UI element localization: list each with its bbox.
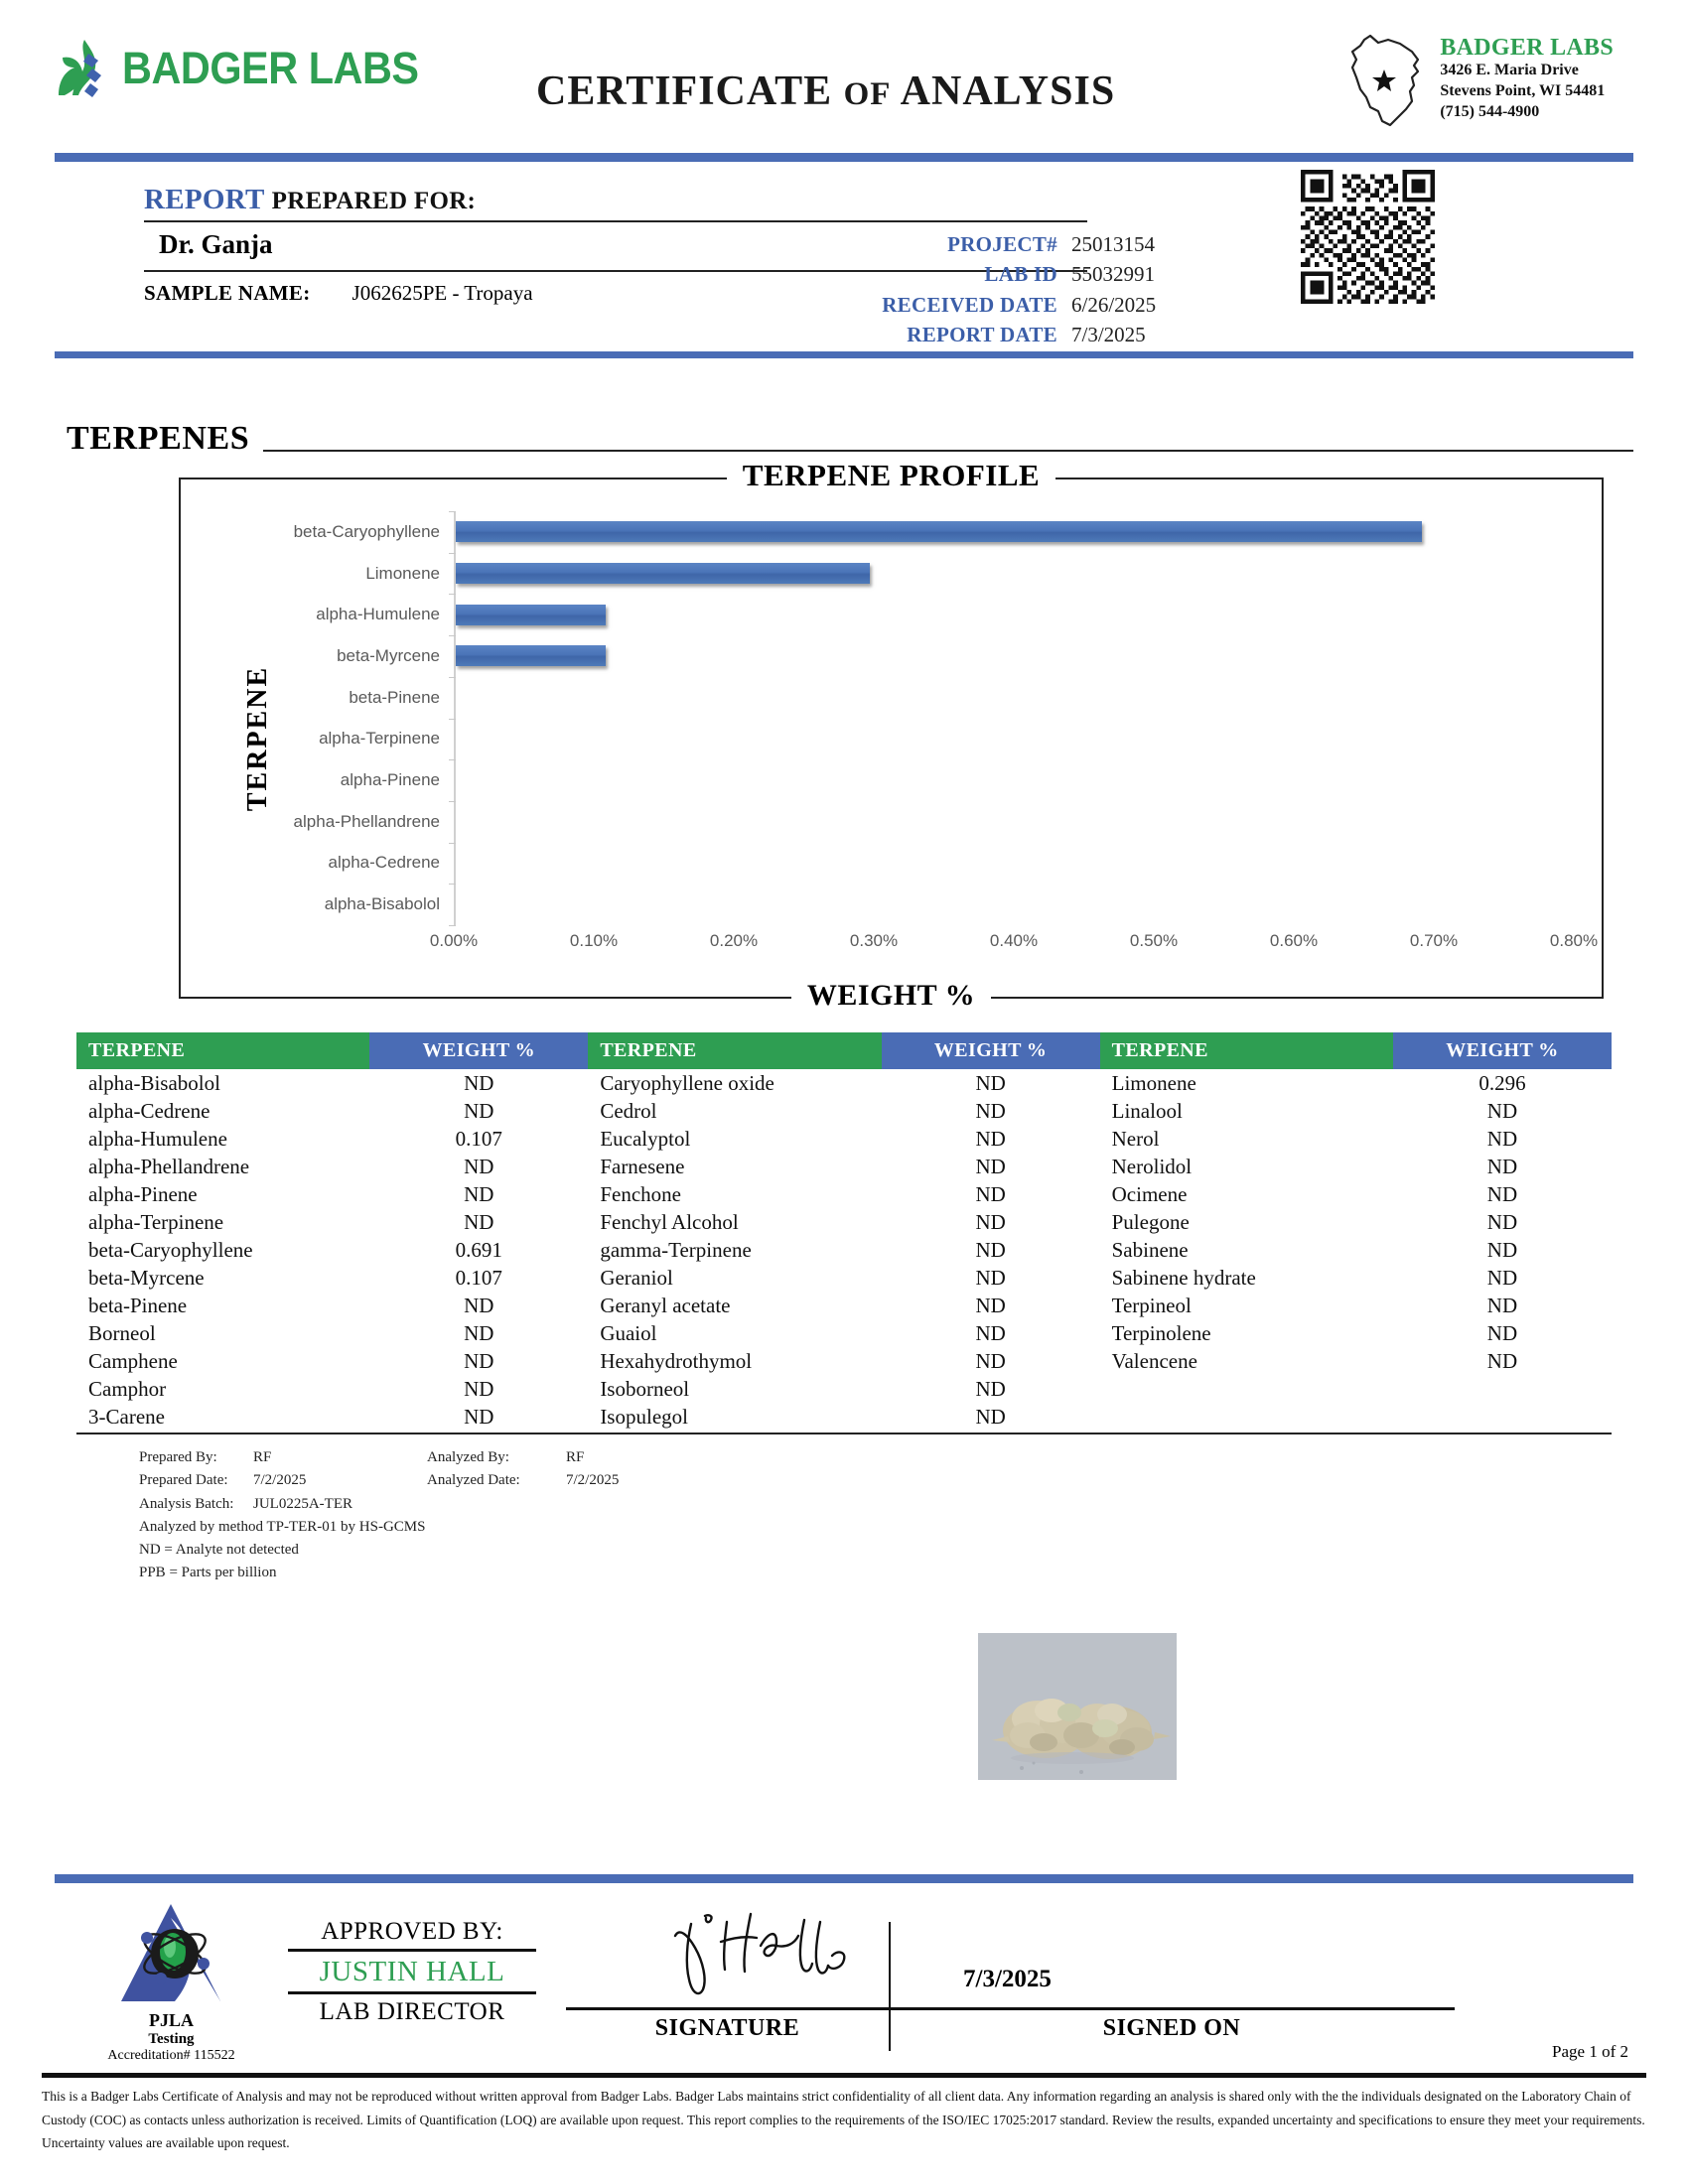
table-cell-terpene: Nerolidol bbox=[1111, 1154, 1193, 1178]
table-row bbox=[76, 1264, 1612, 1292]
note-prepared-date-label: Prepared Date: bbox=[139, 1472, 228, 1489]
note-prepared-date-row bbox=[139, 1469, 1633, 1492]
chart-x-tick-label: 0.20% bbox=[709, 931, 759, 950]
chart-category-label: alpha-Phellandrene bbox=[293, 811, 440, 831]
table-cell-weight: ND bbox=[464, 1376, 494, 1401]
note-prepared-by-label: Prepared By: bbox=[139, 1449, 217, 1465]
table-cell-weight: ND bbox=[975, 1209, 1006, 1234]
table-cell-weight: ND bbox=[1486, 1154, 1518, 1178]
approved-by-rule-bottom bbox=[288, 1991, 536, 1994]
disclaimer-text: This is a Badger Labs Certificate of Analysis and may not be reproduced without written approval from Badger Labs. Badger Labs maintains strict confidentiality of all client data. Any information regarding an analysis is shared only with the the individuals designated on the Laboratory Chain of Custody (COC) as contacts unless authorization is received. Limits of Quantification (LOQ) are available upon request. This report complies to the requirements of the ISO/IEC 17025:2017 standard. Review the results, expanded uncertainty and specifications to ensure they meet your requirements. Uncertainty values are available upon request. bbox=[42, 2089, 1645, 2151]
signature-underline bbox=[566, 2007, 1455, 2010]
table-cell-terpene: gamma-Terpinene bbox=[600, 1237, 752, 1262]
chart-category-label: Limonene bbox=[365, 563, 440, 583]
header-weight-3: WEIGHT % bbox=[1393, 1032, 1612, 1069]
table-cell-terpene: Camphor bbox=[88, 1376, 167, 1401]
chart-category-label: alpha-Terpinene bbox=[319, 729, 440, 749]
table-bottom-rule bbox=[76, 1433, 1612, 1434]
meta-label-report-date: REPORT DATE bbox=[907, 323, 1057, 347]
table-cell-terpene: beta-Myrcene bbox=[88, 1265, 205, 1290]
table-cell-weight: 0.691 bbox=[455, 1237, 502, 1262]
chart-title-wrap bbox=[181, 458, 1602, 493]
meta-value-project: 25013154 bbox=[1071, 232, 1155, 256]
table-cell-terpene: 3-Carene bbox=[88, 1404, 165, 1429]
table-cell-weight: ND bbox=[1486, 1293, 1518, 1317]
table-cell-terpene: Cedrol bbox=[600, 1098, 657, 1123]
chart-x-tick-label: 0.30% bbox=[849, 931, 899, 950]
meta-row-lab-id bbox=[799, 259, 1187, 289]
table-cell-weight: ND bbox=[1486, 1181, 1518, 1206]
note-prepared-by-value: RF bbox=[253, 1449, 272, 1465]
table-cell-terpene: Hexahydrothymol bbox=[600, 1348, 753, 1373]
title-analysis: ANALYSIS bbox=[900, 68, 1116, 114]
note-batch-label: Analysis Batch: bbox=[139, 1495, 234, 1512]
meta-row-received-date bbox=[799, 290, 1187, 320]
table-cell-terpene: Fenchone bbox=[600, 1181, 681, 1206]
table-cell-weight: ND bbox=[464, 1154, 494, 1178]
table-cell-weight: ND bbox=[975, 1237, 1006, 1262]
signature-block bbox=[536, 1896, 1633, 2041]
table-row bbox=[76, 1180, 1612, 1208]
sample-photo bbox=[978, 1633, 1177, 1780]
note-analyzed-by-value: RF bbox=[566, 1449, 585, 1465]
lab-address-block bbox=[1340, 30, 1614, 131]
table-cell-terpene: Guaiol bbox=[600, 1320, 657, 1345]
chart-category-labels bbox=[240, 511, 454, 925]
chart-bars-area bbox=[454, 511, 1574, 925]
table-cell-terpene: Nerol bbox=[1111, 1126, 1160, 1151]
table-cell-weight: ND bbox=[975, 1348, 1006, 1373]
analysis-notes bbox=[139, 1446, 1633, 1585]
chart-bar-row bbox=[456, 635, 1574, 677]
lab-address-name: BADGER LABS bbox=[1440, 35, 1614, 61]
prepared-for-rest: PREPARED FOR: bbox=[271, 188, 477, 214]
terpene-profile-chart bbox=[179, 458, 1604, 1012]
chart-category-label: alpha-Pinene bbox=[340, 770, 440, 790]
meta-value-received-date: 6/26/2025 bbox=[1071, 292, 1157, 317]
table-cell-terpene: beta-Caryophyllene bbox=[88, 1237, 253, 1262]
table-cell-weight: ND bbox=[975, 1293, 1006, 1317]
header-divider bbox=[55, 153, 1633, 162]
chart-bar bbox=[456, 645, 606, 666]
note-batch-row bbox=[139, 1493, 1633, 1516]
table-cell-weight: ND bbox=[975, 1098, 1006, 1123]
meta-label-lab-id: LAB ID bbox=[984, 262, 1057, 287]
table-cell-weight: ND bbox=[464, 1320, 494, 1345]
chart-bar-row bbox=[456, 677, 1574, 719]
document-title bbox=[536, 68, 1115, 115]
chart-bar-row bbox=[456, 553, 1574, 595]
cannabis-bud-image bbox=[978, 1633, 1177, 1780]
chart-bar-row bbox=[456, 759, 1574, 801]
meta-label-received-date: RECEIVED DATE bbox=[882, 292, 1057, 317]
chart-x-axis-title-wrap bbox=[181, 979, 1602, 1013]
header-terpene-2: TERPENE bbox=[588, 1032, 881, 1069]
table-cell-weight: ND bbox=[975, 1404, 1006, 1429]
table-row bbox=[76, 1292, 1612, 1319]
lab-address-street: 3426 E. Maria Drive bbox=[1440, 62, 1579, 79]
table-cell-weight: ND bbox=[975, 1320, 1006, 1345]
table-cell-weight: ND bbox=[464, 1348, 494, 1373]
signed-on-date: 7/3/2025 bbox=[963, 1966, 1052, 1992]
table-cell-weight: ND bbox=[1486, 1209, 1518, 1234]
brand-logo bbox=[55, 38, 482, 99]
note-batch-value: JUL0225A-TER bbox=[253, 1495, 352, 1512]
table-cell-weight: ND bbox=[1486, 1126, 1518, 1151]
table-cell-weight: ND bbox=[464, 1070, 494, 1095]
chart-x-axis-title: WEIGHT % bbox=[791, 979, 991, 1012]
chart-x-tick-label: 0.50% bbox=[1129, 931, 1179, 950]
wisconsin-map-icon bbox=[1340, 30, 1432, 131]
chart-x-tick-label: 0.10% bbox=[569, 931, 619, 950]
note-ppb: PPB = Parts per billion bbox=[139, 1565, 277, 1581]
table-cell-terpene: alpha-Terpinene bbox=[88, 1209, 224, 1234]
chart-x-tick-labels bbox=[429, 931, 1599, 959]
table-cell-weight: ND bbox=[1486, 1098, 1518, 1123]
table-cell-weight: 0.107 bbox=[455, 1126, 502, 1151]
terpene-results-table bbox=[76, 1032, 1612, 1431]
table-cell-weight: ND bbox=[975, 1126, 1006, 1151]
table-cell-terpene: beta-Pinene bbox=[88, 1293, 188, 1317]
table-cell-terpene: Valencene bbox=[1111, 1348, 1197, 1373]
table-cell-terpene: Linalool bbox=[1111, 1098, 1183, 1123]
chart-bar bbox=[456, 605, 606, 625]
chart-bar-row bbox=[456, 594, 1574, 635]
note-analyzed-date-value: 7/2/2025 bbox=[566, 1472, 620, 1489]
table-cell-terpene bbox=[1100, 1375, 1393, 1403]
note-analyzed-by-label: Analyzed By: bbox=[427, 1449, 509, 1465]
meta-label-project: PROJECT# bbox=[947, 232, 1057, 256]
table-cell-weight: ND bbox=[464, 1293, 494, 1317]
table-cell-terpene: alpha-Phellandrene bbox=[88, 1154, 250, 1178]
table-cell-terpene bbox=[1100, 1403, 1393, 1431]
chart-y-axis-title: TERPENE bbox=[242, 665, 274, 811]
table-cell-weight: ND bbox=[975, 1070, 1006, 1095]
table-cell-terpene: Sabinene bbox=[1111, 1237, 1189, 1262]
sample-name-value: J062625PE - Tropaya bbox=[352, 281, 533, 305]
table-cell-weight: ND bbox=[464, 1181, 494, 1206]
report-meta-table bbox=[799, 229, 1187, 350]
qr-code[interactable] bbox=[1301, 170, 1435, 304]
footer-divider bbox=[55, 1874, 1633, 1883]
table-cell-weight: ND bbox=[975, 1265, 1006, 1290]
table-cell-weight: ND bbox=[1486, 1265, 1518, 1290]
note-prepared-date-value: 7/2/2025 bbox=[253, 1472, 307, 1489]
table-cell-terpene: alpha-Bisabolol bbox=[88, 1070, 220, 1095]
table-row bbox=[76, 1375, 1612, 1403]
table-body bbox=[76, 1069, 1612, 1431]
pjla-testing: Testing bbox=[148, 2031, 195, 2047]
signature-label: SIGNATURE bbox=[654, 2015, 800, 2041]
page-number: Page 1 of 2 bbox=[1552, 2042, 1628, 2061]
header-weight-1: WEIGHT % bbox=[369, 1032, 588, 1069]
table-cell-weight: ND bbox=[1486, 1237, 1518, 1262]
signature-image bbox=[665, 1902, 894, 2006]
table-cell-weight: 0.296 bbox=[1478, 1070, 1526, 1095]
note-method: Analyzed by method TP-TER-01 by HS-GCMS bbox=[139, 1518, 426, 1535]
table-cell-weight bbox=[1393, 1375, 1612, 1403]
table-cell-weight bbox=[1393, 1403, 1612, 1431]
table-row bbox=[76, 1403, 1612, 1431]
table-cell-terpene: Farnesene bbox=[600, 1154, 685, 1178]
section-title-row bbox=[55, 420, 1633, 460]
footer-double-rule bbox=[42, 2073, 1646, 2078]
prepared-for-report-word: REPORT bbox=[144, 184, 265, 215]
chart-category-label: beta-Pinene bbox=[349, 687, 440, 707]
pjla-accreditation-block bbox=[55, 1896, 288, 2064]
table-row bbox=[76, 1236, 1612, 1264]
table-cell-terpene: alpha-Humulene bbox=[88, 1126, 227, 1151]
table-cell-weight: ND bbox=[1486, 1348, 1518, 1373]
signature-area bbox=[55, 1896, 1633, 2065]
pjla-accreditation-number: Accreditation# 115522 bbox=[107, 2048, 235, 2063]
pjla-name: PJLA bbox=[149, 2010, 194, 2030]
pjla-logo-icon bbox=[109, 1902, 233, 2009]
table-cell-terpene: alpha-Cedrene bbox=[88, 1098, 211, 1123]
chart-title: TERPENE PROFILE bbox=[727, 458, 1055, 492]
table-cell-weight: ND bbox=[975, 1181, 1006, 1206]
chart-bar bbox=[456, 521, 1422, 542]
table-cell-terpene: Terpineol bbox=[1111, 1293, 1192, 1317]
table-row bbox=[76, 1347, 1612, 1375]
prepared-for-rule bbox=[144, 220, 1087, 222]
chart-bar bbox=[456, 563, 870, 584]
table-cell-terpene: Caryophyllene oxide bbox=[600, 1070, 774, 1095]
table-cell-weight: ND bbox=[975, 1154, 1006, 1178]
table-header bbox=[76, 1032, 1612, 1069]
chart-category-label: beta-Myrcene bbox=[337, 645, 440, 665]
table-cell-terpene: Ocimene bbox=[1111, 1181, 1188, 1206]
table-cell-terpene: Isoborneol bbox=[600, 1376, 690, 1401]
header-terpene-1: TERPENE bbox=[76, 1032, 369, 1069]
approver-title: LAB DIRECTOR bbox=[319, 1998, 505, 2025]
signed-on-label: SIGNED ON bbox=[1102, 2015, 1241, 2041]
terpenes-section bbox=[55, 420, 1633, 1585]
chart-category-label: beta-Caryophyllene bbox=[293, 521, 440, 541]
note-analyzed-date-label: Analyzed Date: bbox=[427, 1472, 520, 1489]
approved-by-rule-top bbox=[288, 1949, 536, 1952]
chart-category-label: alpha-Cedrene bbox=[328, 853, 440, 873]
meta-row-report-date bbox=[799, 320, 1187, 349]
lab-address-phone: (715) 544-4900 bbox=[1440, 102, 1540, 120]
chart-bar-row bbox=[456, 884, 1574, 925]
header-terpene-3: TERPENE bbox=[1100, 1032, 1393, 1069]
badger-leaf-icon bbox=[55, 38, 106, 99]
table-cell-terpene: Eucalyptol bbox=[600, 1126, 691, 1151]
section-title: TERPENES bbox=[67, 420, 250, 457]
table-row bbox=[76, 1069, 1612, 1097]
table-cell-weight: 0.107 bbox=[455, 1265, 502, 1290]
table-row bbox=[76, 1097, 1612, 1125]
table-cell-weight: ND bbox=[464, 1098, 494, 1123]
table-cell-terpene: Terpinolene bbox=[1111, 1320, 1211, 1345]
chart-x-tick-label: 0.60% bbox=[1269, 931, 1319, 950]
chart-bar-row bbox=[456, 719, 1574, 760]
chart-plot-area bbox=[240, 511, 1574, 925]
table-row bbox=[76, 1208, 1612, 1236]
table-cell-terpene: Pulegone bbox=[1111, 1209, 1190, 1234]
note-nd: ND = Analyte not detected bbox=[139, 1542, 299, 1558]
chart-bar-row bbox=[456, 801, 1574, 843]
table-row bbox=[76, 1125, 1612, 1153]
title-of: OF bbox=[843, 76, 892, 112]
table-cell-terpene: Isopulegol bbox=[600, 1404, 688, 1429]
lab-address-city: Stevens Point, WI 54481 bbox=[1440, 81, 1606, 99]
table-row bbox=[76, 1319, 1612, 1347]
section-title-rule bbox=[263, 450, 1633, 452]
table-cell-terpene: Sabinene hydrate bbox=[1111, 1265, 1256, 1290]
lab-address-text bbox=[1440, 30, 1614, 123]
note-prepared-by-row bbox=[139, 1446, 1633, 1469]
sample-name-label: SAMPLE NAME: bbox=[144, 281, 311, 305]
table-cell-weight: ND bbox=[975, 1376, 1006, 1401]
brand-name: BADGER LABS bbox=[122, 43, 419, 93]
client-name: Dr. Ganja bbox=[159, 229, 273, 259]
table-cell-terpene: Geranyl acetate bbox=[600, 1293, 731, 1317]
approved-by-block bbox=[288, 1896, 536, 2026]
meta-row-project bbox=[799, 229, 1187, 259]
table-cell-terpene: Geraniol bbox=[600, 1265, 673, 1290]
signature-captions bbox=[566, 2015, 1455, 2042]
chart-x-tick-label: 0.70% bbox=[1409, 931, 1459, 950]
table-cell-terpene: Camphene bbox=[88, 1348, 178, 1373]
table-cell-terpene: alpha-Pinene bbox=[88, 1181, 198, 1206]
section-divider bbox=[55, 351, 1633, 358]
meta-value-report-date: 7/3/2025 bbox=[1071, 323, 1146, 347]
report-info bbox=[55, 162, 1633, 347]
chart-tick-mark bbox=[449, 925, 456, 926]
chart-category-label: alpha-Humulene bbox=[316, 605, 440, 624]
chart-category-label: alpha-Bisabolol bbox=[324, 894, 440, 914]
page-header bbox=[55, 0, 1633, 149]
header-weight-2: WEIGHT % bbox=[882, 1032, 1100, 1069]
table-cell-terpene: Borneol bbox=[88, 1320, 156, 1345]
table-header-row bbox=[76, 1032, 1612, 1069]
title-certificate: CERTIFICATE bbox=[536, 68, 833, 114]
approver-name: JUSTIN HALL bbox=[319, 1956, 505, 1987]
chart-bar-row bbox=[456, 511, 1574, 553]
table-cell-weight: ND bbox=[1486, 1320, 1518, 1345]
table-cell-weight: ND bbox=[464, 1209, 494, 1234]
chart-x-tick-label: 0.80% bbox=[1549, 931, 1599, 950]
table-cell-weight: ND bbox=[464, 1404, 494, 1429]
chart-x-tick-label: 0.00% bbox=[429, 931, 479, 950]
table-row bbox=[76, 1153, 1612, 1180]
chart-x-tick-label: 0.40% bbox=[989, 931, 1039, 950]
meta-value-lab-id: 55032991 bbox=[1071, 262, 1155, 287]
approved-by-label: APPROVED BY: bbox=[321, 1918, 503, 1945]
chart-bar-row bbox=[456, 843, 1574, 885]
table-cell-terpene: Limonene bbox=[1111, 1070, 1196, 1095]
table-cell-terpene: Fenchyl Alcohol bbox=[600, 1209, 739, 1234]
